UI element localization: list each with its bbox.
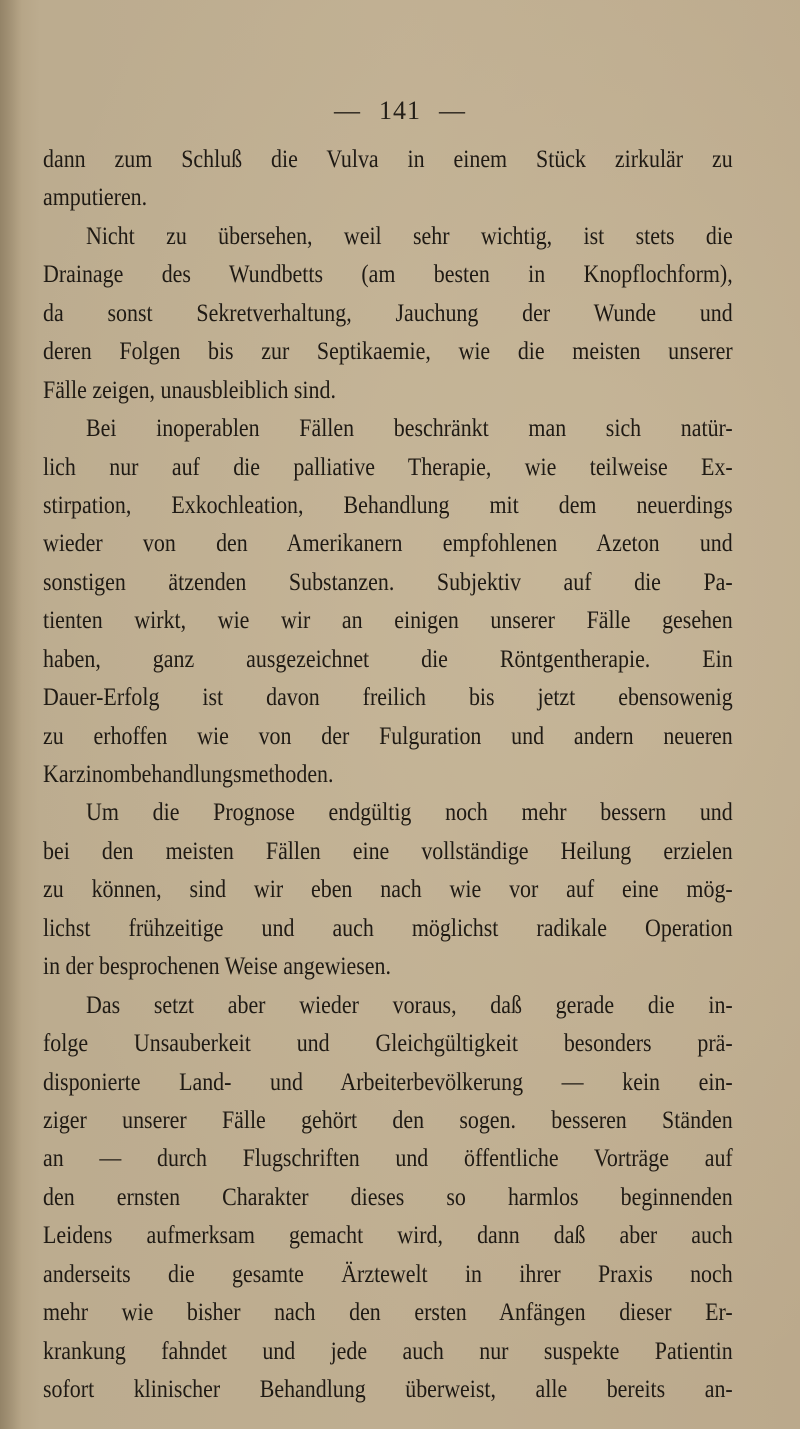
paragraph-start-line: Bei inoperablen Fällen beschränkt man sich natür-	[86, 413, 733, 443]
text-line: Karzinombehandlungsmethoden.	[43, 759, 334, 788]
text-line: krankung fahndet und jede auch nur suspekte Patientin	[43, 1335, 733, 1365]
text-line: deren Folgen bis zur Septikaemie, wie die meisten unserer	[43, 336, 733, 366]
page-number-dash-left: —	[334, 96, 361, 125]
text-line: Leidens aufmerksam gemacht wird, dann daß aber auch	[43, 1220, 733, 1250]
text-line: bei den meisten Fällen eine vollständige Heilung erzielen	[43, 835, 733, 865]
text-line: in der besprochenen Weise angewiesen.	[43, 951, 391, 981]
paragraph-start-line: Das setzt aber wieder voraus, daß gerade die in-	[86, 989, 733, 1019]
text-line: ziger unserer Fälle gehört den sogen. besseren Ständen	[43, 1104, 733, 1134]
text-line: an — durch Flugschriften und öffentliche Vorträge auf	[43, 1143, 733, 1173]
text-line: sonstigen ätzenden Substanzen. Subjektiv auf die Pa-	[43, 566, 733, 596]
body-text	[43, 140, 733, 1408]
text-line: wieder von den Amerikanern empfohlenen Azeton und	[43, 528, 733, 558]
text-line: lich nur auf die palliative Therapie, wie teilweise Ex-	[43, 451, 733, 481]
page-number-dash-right: —	[439, 96, 466, 125]
text-line: tienten wirkt, wie wir an einigen unserer Fälle gesehen	[43, 605, 733, 635]
page-number-header	[0, 96, 800, 126]
text-line: zu können, sind wir eben nach wie vor auf eine mög-	[43, 874, 733, 904]
text-line: Fälle zeigen, unausbleiblich sind.	[43, 374, 336, 404]
text-line: stirpation, Exkochleation, Behandlung mit dem neuerdings	[43, 489, 733, 519]
text-line: sofort klinischer Behandlung überweist, alle bereits an-	[43, 1374, 733, 1403]
paragraph-start-line: Nicht zu übersehen, weil sehr wichtig, ist stets die	[86, 220, 733, 250]
text-line: mehr wie bisher nach den ersten Anfängen dieser Er-	[43, 1297, 733, 1327]
text-line: disponierte Land- und Arbeiterbevölkerung — kein ein-	[43, 1066, 733, 1096]
text-line: folge Unsauberkeit und Gleichgültigkeit besonders prä-	[43, 1028, 733, 1058]
paragraph-start-line: Um die Prognose endgültig noch mehr bessern und	[86, 797, 733, 827]
text-line: den ernsten Charakter dieses so harmlos beginnenden	[43, 1181, 733, 1211]
page-number: 141	[379, 96, 421, 125]
text-line: haben, ganz ausgezeichnet die Röntgentherapie. Ein	[43, 643, 733, 673]
text-line: lichst frühzeitige und auch möglichst radikale Operation	[43, 912, 733, 942]
text-line: dann zum Schluß die Vulva in einem Stück zirkulär zu	[43, 144, 733, 173]
text-line: zu erhoffen wie von der Fulguration und andern neueren	[43, 720, 733, 750]
text-line: Dauer-Erfolg ist davon freilich bis jetzt ebensowenig	[43, 682, 733, 712]
text-line: Drainage des Wundbetts (am besten in Knopflochform),	[43, 259, 733, 289]
text-line: amputieren.	[43, 182, 148, 212]
text-line: da sonst Sekretverhaltung, Jauchung der Wunde und	[43, 297, 733, 327]
text-line: anderseits die gesamte Ärztewelt in ihrer Praxis noch	[43, 1258, 733, 1288]
